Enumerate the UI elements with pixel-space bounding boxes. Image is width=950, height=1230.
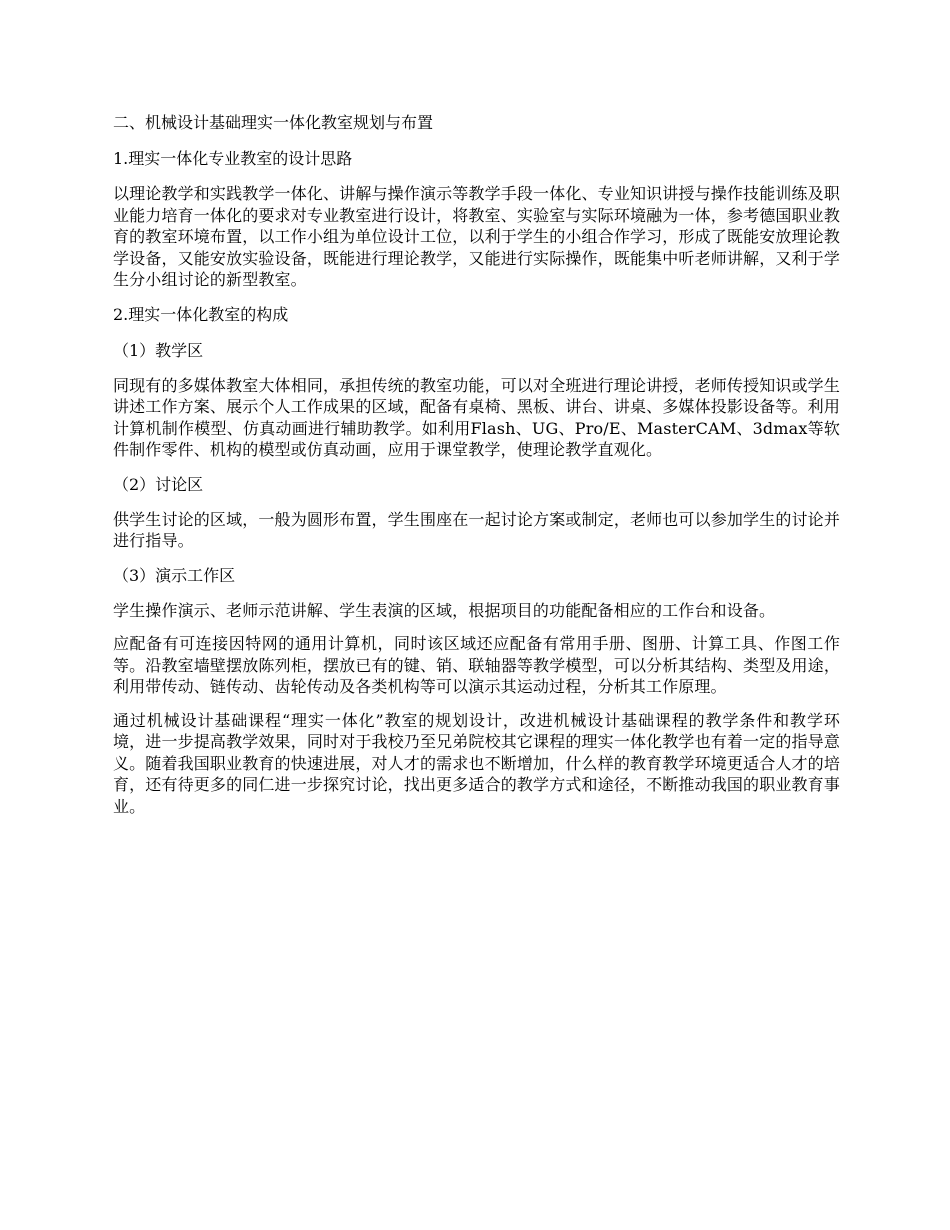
discussion-area-title: （2）讨论区 xyxy=(113,474,204,494)
design-paragraph: 以理论教学和实践教学一体化、讲解与操作演示等教学手段一体化、专业知识讲授与操作技能训练及职业能力培育一体化的要求对专业教室进行设计，将教室、实验室与实际环境融为一体，参考德国职业教育的教室环境布置，以工作小组为单位设计工位，以利于学生的小组合作学习，形成了既能安放理论教学设备，又能安放实验设备，既能进行理论教学，又能进行实际操作，既能集中听老师讲解，又利于学生分小组讨论的新型教室。 xyxy=(113,184,840,289)
teaching-area-paragraph: 同现有的多媒体教室大体相同，承担传统的教室功能，可以对全班进行理论讲授，老师传授知识或学生讲述工作方案、展示个人工作成果的区域，配备有桌椅、黑板、讲台、讲桌、多媒体投影设备等。利用计算机制作模型、仿真动画进行辅助教学。如利用Flash、UG、Pro/E、MasterCAM、3dmax等软件制作零件、机构的模型或仿真动画，应用于课堂教学，使理论教学直观化。 xyxy=(113,375,840,459)
subsection-composition-title: 2.理实一体化教室的构成 xyxy=(113,304,289,324)
conclusion-paragraph: 通过机械设计基础课程“理实一体化”教室的规划设计，改进机械设计基础课程的教学条件和教学环境，进一步提高教学效果，同时对于我校乃至兄弟院校其它课程的理实一体化教学也有着一定的指导意义。随着我国职业教育的快速进展，对人才的需求也不断增加，什么样的教育教学环境更适合人才的培育，还有待更多的同仁进一步探究讨论，找出更多适合的教学方式和途径，不断推动我国的职业教育事业。 xyxy=(113,710,840,816)
document-page xyxy=(113,111,840,829)
section-title: 二、机械设计基础理实一体化教室规划与布置 xyxy=(113,113,434,132)
teaching-area-title: （1）教学区 xyxy=(113,340,204,360)
demo-area-paragraph: 学生操作演示、老师示范讲解、学生表演的区域，根据项目的功能配备相应的工作台和设备。 xyxy=(113,600,776,620)
demo-area-title: （3）演示工作区 xyxy=(113,565,236,585)
demo-area-equipment-paragraph: 应配备有可连接因特网的通用计算机，同时该区域还应配备有常用手册、图册、计算工具、作图工作等。沿教室墙壁摆放陈列柜，摆放已有的键、销、联轴器等教学模型，可以分析其结构、类型及用途，利用带传动、链传动、齿轮传动及各类机构等可以演示其运动过程，分析其工作原理。 xyxy=(113,634,840,696)
discussion-area-paragraph: 供学生讨论的区域，一般为圆形布置，学生围座在一起讨论方案或制定，老师也可以参加学生的讨论并进行指导。 xyxy=(113,509,840,550)
subsection-design-title: 1.理实一体化专业教室的设计思路 xyxy=(113,149,353,168)
